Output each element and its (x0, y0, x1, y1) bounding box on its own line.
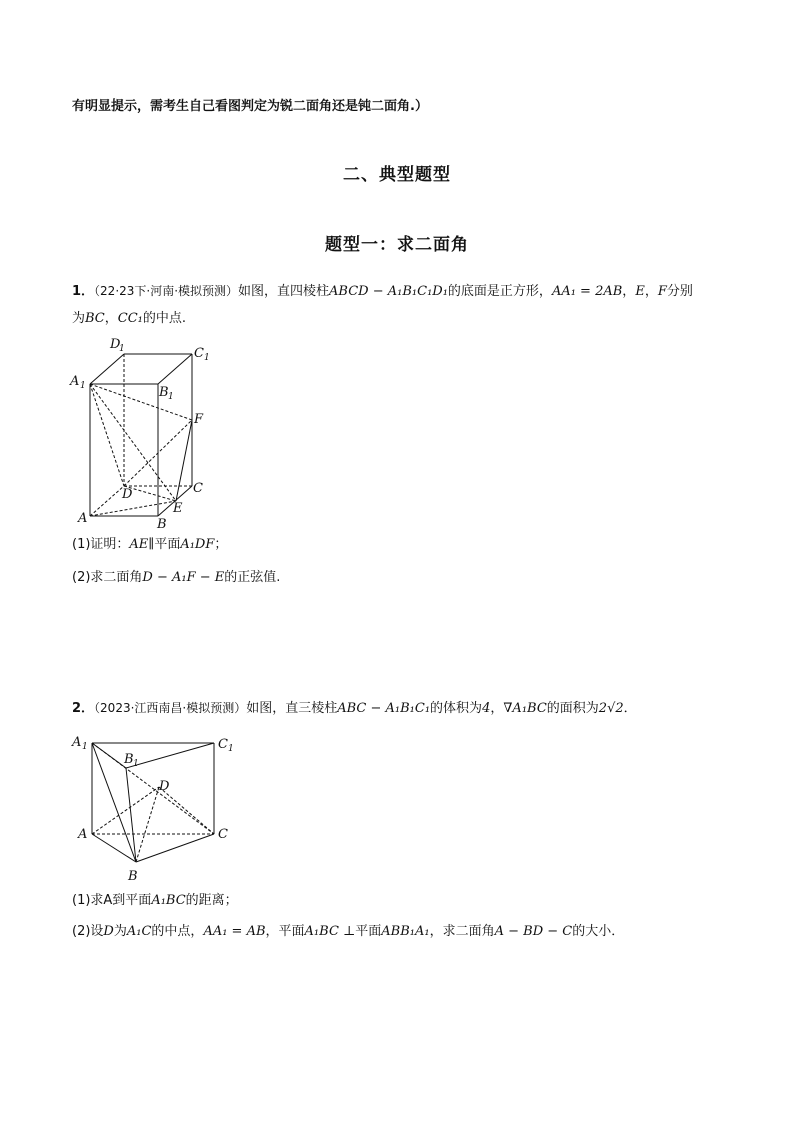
edge-ad (90, 486, 124, 516)
q1-line2-b: ， (104, 311, 118, 326)
q1-text2: 的底面是正方形， (447, 284, 552, 299)
label-d1: D (110, 337, 121, 352)
q1-text1: 如图，直四棱柱 (238, 284, 330, 299)
q1-source: （22·23下·河南·模拟预测） (94, 284, 239, 298)
q2-line1: 2．（2023·江西南昌·模拟预测）如图，直三棱柱ABC − A₁B₁C₁的体积为4，∇A₁BC的面积为2√2． (72, 701, 637, 716)
svg-text:1: 1 (133, 759, 139, 769)
type-title: 题型一：求二面角 (325, 235, 469, 255)
label-b: B (128, 869, 138, 884)
label-a: A (78, 827, 88, 842)
edge-b1c1 (126, 743, 214, 768)
edge-dc (159, 787, 214, 834)
q1-line2-a: 为 (72, 311, 86, 326)
figure-prism-1 (66, 330, 236, 530)
edge-a1f (90, 384, 192, 420)
label-c1: C (218, 737, 228, 752)
svg-text:1: 1 (204, 353, 210, 363)
q1-math6: CC₁ (117, 311, 143, 326)
q2-source: （2023·江西南昌·模拟预测） (94, 701, 247, 715)
edge-ad (92, 787, 159, 834)
q1-math2: AA₁ = 2AB (551, 284, 623, 299)
svg-text:1: 1 (119, 344, 125, 354)
q1-text3: ， (622, 284, 636, 299)
section-title: 二、典型题型 (343, 165, 451, 185)
q1-line2 (72, 309, 186, 329)
edge-b1c1 (158, 354, 192, 384)
edge-a1e (90, 384, 176, 501)
q1-line2-c: 的中点. (142, 311, 187, 326)
q1-number: 1． (72, 284, 95, 299)
label-c: C (193, 481, 203, 496)
label-a1: A (70, 374, 80, 389)
q1-math5: BC (85, 311, 105, 326)
label-f: F (194, 412, 204, 427)
svg-text:1: 1 (228, 744, 234, 754)
edge-ab (92, 834, 136, 862)
svg-text:1: 1 (82, 742, 88, 752)
intro-text: 有明显提示，需考生自己看图判定为锐二面角还是钝二面角.） (72, 99, 428, 114)
q2-number: 2． (72, 701, 95, 716)
q1-line1 (72, 281, 693, 302)
q1-math4: F (657, 284, 667, 299)
label-a: A (78, 511, 88, 526)
svg-text:1: 1 (168, 392, 174, 402)
q1-text5: 分别 (666, 284, 693, 299)
label-b1: B (159, 385, 169, 400)
figure-prism-2 (66, 728, 246, 888)
q1-math3: E (635, 284, 645, 299)
label-c: C (218, 827, 228, 842)
q1-part1: (1)证明：AE∥平面A₁DF； (72, 537, 228, 552)
label-c1: C (194, 346, 204, 361)
edge-a1c (92, 743, 214, 834)
q2-part1: (1)求A到平面A₁BC的距离； (72, 893, 238, 908)
label-b1: B (124, 752, 134, 767)
label-d: D (122, 487, 133, 502)
edge-bc (136, 834, 214, 862)
label-a1: A (72, 735, 82, 750)
label-d: D (159, 779, 170, 794)
label-b: B (157, 517, 167, 530)
q1-part2: (2)求二面角D − A₁F − E的正弦值. (72, 570, 281, 585)
label-e: E (173, 501, 183, 516)
edge-ef (176, 420, 192, 501)
q1-text4: ， (644, 284, 658, 299)
edge-a1d (90, 384, 124, 486)
q1-math1: ABCD − A₁B₁C₁D₁ (329, 284, 448, 299)
edge-ae (90, 501, 176, 516)
edge-bd (136, 787, 159, 862)
edge-a1d1 (90, 354, 124, 384)
q2-part2: (2)设D为A₁C的中点，AA₁ = AB，平面A₁BC ⊥平面ABB₁A₁，求二面角A − BD − C的大小． (72, 924, 625, 939)
svg-text:1: 1 (80, 381, 86, 391)
